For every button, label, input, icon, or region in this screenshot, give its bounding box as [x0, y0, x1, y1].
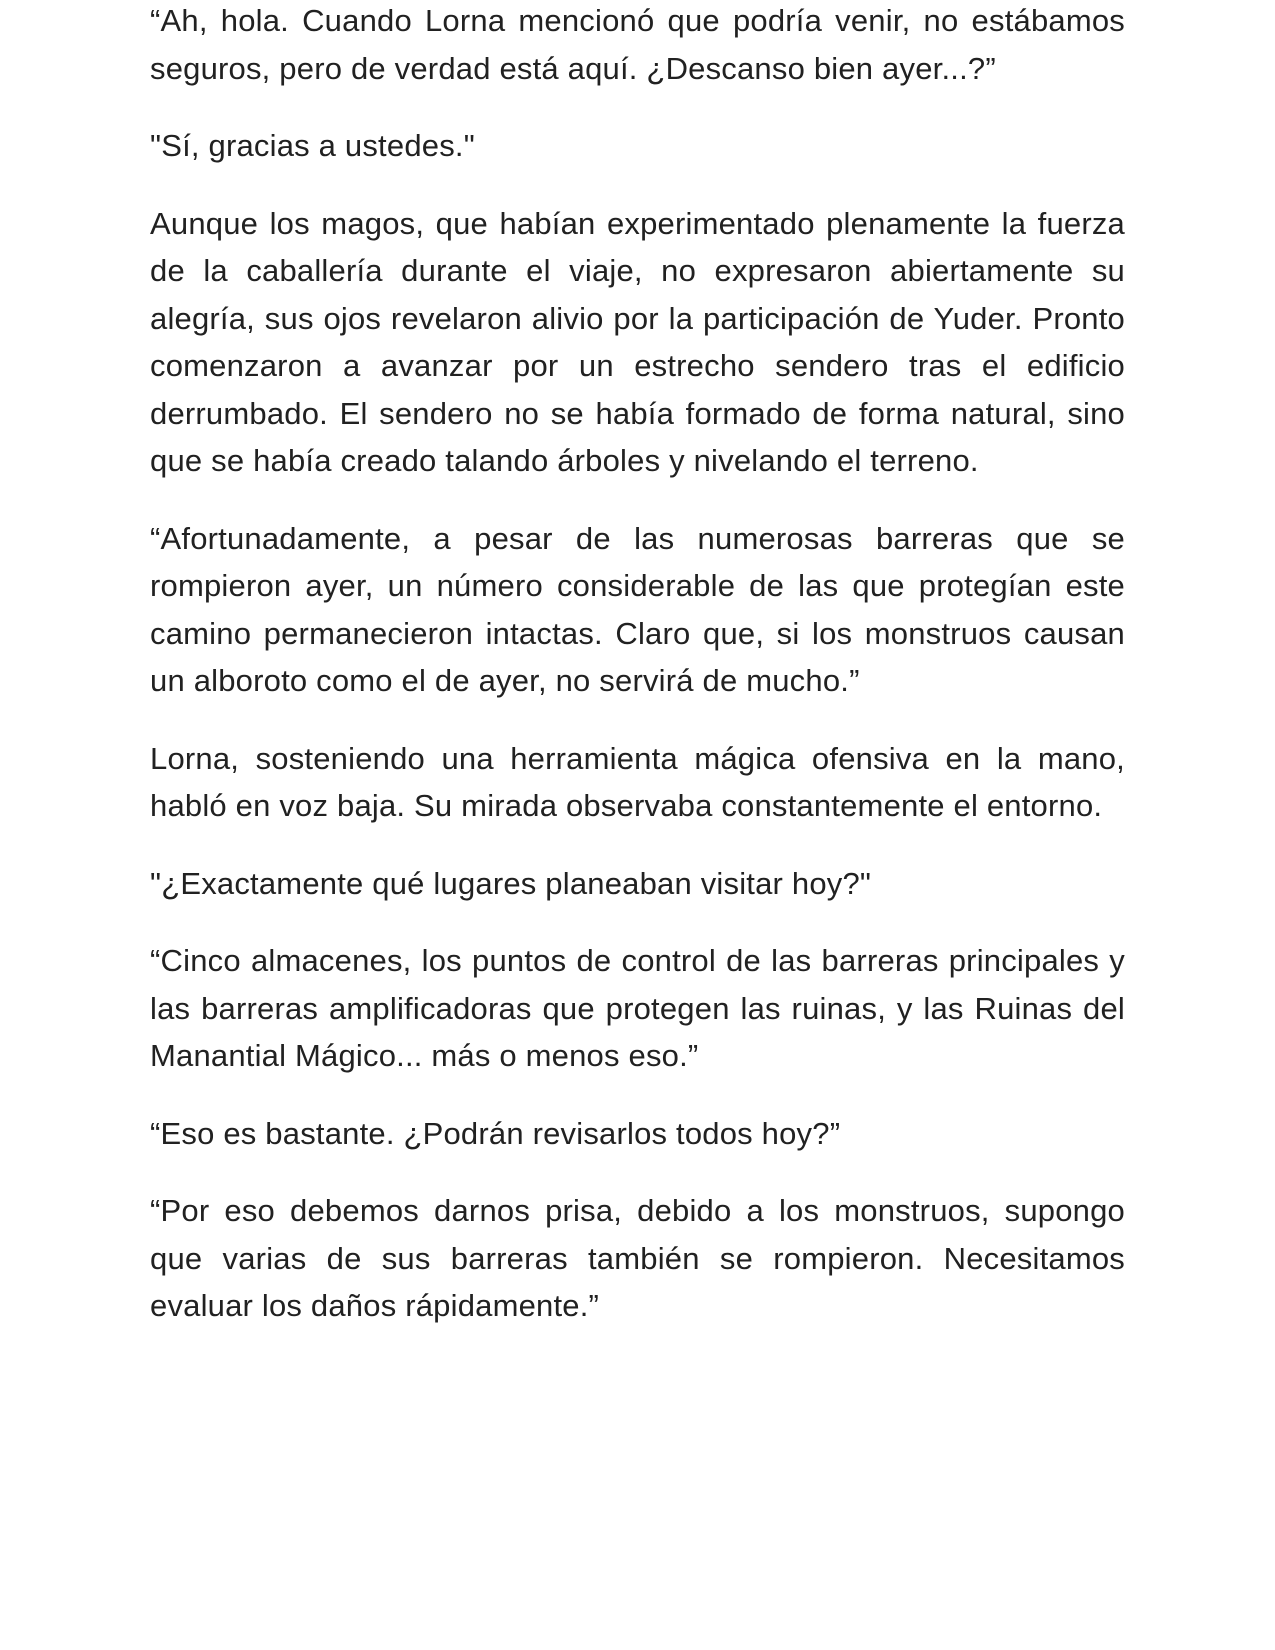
paragraph-9: “Por eso debemos darnos prisa, debido a los monstruos, supongo que varias de sus barreras también se rompieron. Necesitamos evaluar los daños rápidamente.”: [150, 1193, 1125, 1323]
paragraph-3: Aunque los magos, que habían experimentado plenamente la fuerza de la caballería durante el viaje, no expresaron abiertamente su alegría, sus ojos revelaron alivio por la participación de Yuder. Pronto comenzaron a avanzar por un estrecho sendero tras el edificio derrumbado. El sendero no se había formado de forma natural, sino que se había creado talando árboles y nivelando el terreno.: [150, 205, 1125, 478]
paragraph-4: “Afortunadamente, a pesar de las numerosas barreras que se rompieron ayer, un número considerable de las que protegían este camino permanecieron intactas. Claro que, si los monstruos causan un alboroto como el de ayer, no servirá de mucho.”: [150, 520, 1125, 698]
document-body: [150, 0, 1125, 1360]
paragraph-7: “Cinco almacenes, los puntos de control de las barreras principales y las barreras amplificadoras que protegen las ruinas, y las Ruinas del Manantial Mágico... más o menos eso.”: [150, 943, 1125, 1073]
paragraph-1: “Ah, hola. Cuando Lorna mencionó que podría venir, no estábamos seguros, pero de verdad está aquí. ¿Descanso bien ayer...?”: [150, 3, 1125, 86]
paragraph-2: "Sí, gracias a ustedes.": [150, 128, 475, 163]
paragraph-5: Lorna, sosteniendo una herramienta mágica ofensiva en la mano, habló en voz baja. Su mirada observaba constantemente el entorno.: [150, 740, 1125, 823]
paragraph-8: “Eso es bastante. ¿Podrán revisarlos todos hoy?”: [150, 1115, 841, 1151]
paragraph-6: "¿Exactamente qué lugares planeaban visitar hoy?": [150, 865, 872, 901]
